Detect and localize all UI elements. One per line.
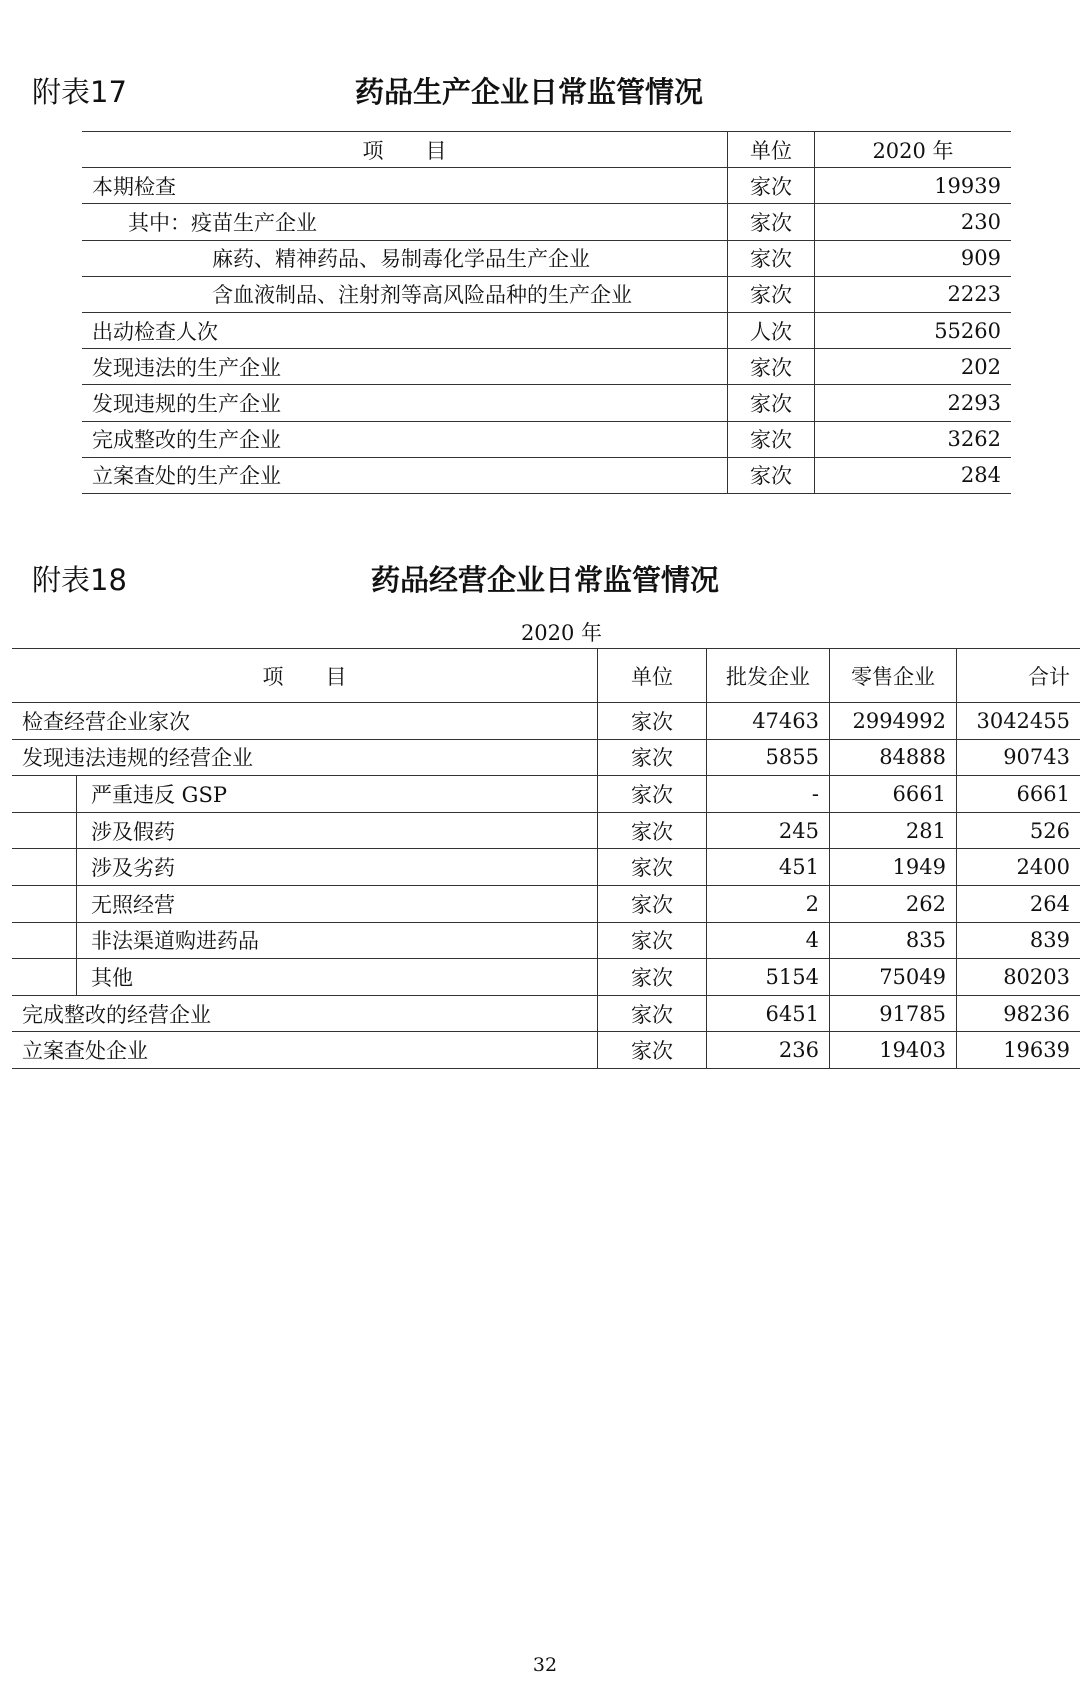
table18-header-retail: 零售企业 bbox=[830, 649, 957, 703]
indent-spacer bbox=[12, 776, 77, 813]
table17-title: 药品生产企业日常监管情况 bbox=[355, 75, 704, 109]
row-wholesale: 2 bbox=[707, 885, 830, 922]
row-total: 3042455 bbox=[957, 703, 1080, 740]
row-unit: 家次 bbox=[631, 929, 673, 954]
row-value: 55260 bbox=[815, 312, 1012, 348]
row-item: 本期检查 bbox=[92, 174, 176, 199]
table-row bbox=[12, 1032, 1080, 1069]
row-wholesale: - bbox=[707, 776, 830, 813]
row-unit: 家次 bbox=[631, 819, 673, 844]
row-retail: 2994992 bbox=[830, 703, 957, 740]
row-unit: 家次 bbox=[728, 276, 815, 312]
row-retail: 91785 bbox=[830, 995, 957, 1032]
row-retail: 1949 bbox=[830, 849, 957, 886]
indent-spacer bbox=[12, 922, 77, 959]
row-retail: 19403 bbox=[830, 1032, 957, 1069]
row-item: 无照经营 bbox=[77, 885, 598, 922]
row-retail: 6661 bbox=[830, 776, 957, 813]
row-retail: 281 bbox=[830, 812, 957, 849]
row-total: 98236 bbox=[957, 995, 1080, 1032]
row-item: 严重违反 GSP bbox=[77, 776, 598, 813]
table17-header-item: 项 目 bbox=[362, 138, 447, 163]
row-item: 立案查处企业 bbox=[12, 1032, 598, 1069]
row-unit: 家次 bbox=[631, 965, 673, 990]
row-item: 麻药、精神药品、易制毒化学品生产企业 bbox=[212, 247, 590, 272]
table17 bbox=[82, 131, 1011, 494]
table-row bbox=[82, 349, 1011, 385]
row-unit: 家次 bbox=[728, 240, 815, 276]
row-wholesale: 451 bbox=[707, 849, 830, 886]
row-value: 19939 bbox=[815, 168, 1012, 204]
row-wholesale: 6451 bbox=[707, 995, 830, 1032]
table18-year: 2020 年 bbox=[520, 621, 603, 645]
row-unit: 家次 bbox=[631, 746, 673, 771]
table18-header-wholesale: 批发企业 bbox=[707, 649, 830, 703]
table18-header-total: 合计 bbox=[957, 649, 1080, 703]
row-item: 完成整改的生产企业 bbox=[92, 428, 281, 453]
table18-header-item: 项 目 bbox=[12, 649, 598, 703]
row-total: 264 bbox=[957, 885, 1080, 922]
table-row bbox=[82, 276, 1011, 312]
row-value: 284 bbox=[815, 457, 1012, 493]
table18-header-unit: 单位 bbox=[631, 664, 673, 689]
row-wholesale: 5855 bbox=[707, 739, 830, 776]
table18-header-row bbox=[12, 649, 1080, 703]
row-unit: 家次 bbox=[631, 856, 673, 881]
table17-label: 附表17 bbox=[32, 75, 127, 109]
row-unit: 家次 bbox=[728, 204, 815, 240]
row-item: 发现违规的生产企业 bbox=[92, 391, 281, 416]
row-unit: 家次 bbox=[631, 709, 673, 734]
table-row bbox=[82, 312, 1011, 348]
row-unit: 家次 bbox=[631, 892, 673, 917]
table-row bbox=[12, 812, 1080, 849]
table-row bbox=[82, 421, 1011, 457]
row-total: 90743 bbox=[957, 739, 1080, 776]
page-number: 32 bbox=[532, 1654, 558, 1676]
row-retail: 835 bbox=[830, 922, 957, 959]
table17-header-unit: 单位 bbox=[728, 132, 815, 168]
row-unit: 家次 bbox=[728, 385, 815, 421]
table-row bbox=[12, 849, 1080, 886]
row-item: 涉及劣药 bbox=[77, 849, 598, 886]
row-total: 19639 bbox=[957, 1032, 1080, 1069]
row-item: 涉及假药 bbox=[77, 812, 598, 849]
row-total: 6661 bbox=[957, 776, 1080, 813]
table17-header-year: 2020 年 bbox=[815, 132, 1012, 168]
row-value: 2223 bbox=[815, 276, 1012, 312]
row-unit: 家次 bbox=[728, 421, 815, 457]
row-retail: 75049 bbox=[830, 959, 957, 996]
table18 bbox=[12, 648, 1080, 1069]
row-total: 2400 bbox=[957, 849, 1080, 886]
row-value: 3262 bbox=[815, 421, 1012, 457]
row-item: 非法渠道购进药品 bbox=[77, 922, 598, 959]
row-wholesale: 4 bbox=[707, 922, 830, 959]
table-row bbox=[82, 385, 1011, 421]
row-item: 发现违法违规的经营企业 bbox=[12, 739, 598, 776]
row-value: 2293 bbox=[815, 385, 1012, 421]
row-total: 839 bbox=[957, 922, 1080, 959]
row-wholesale: 236 bbox=[707, 1032, 830, 1069]
row-total: 80203 bbox=[957, 959, 1080, 996]
row-value: 230 bbox=[815, 204, 1012, 240]
row-retail: 262 bbox=[830, 885, 957, 922]
row-unit: 家次 bbox=[631, 782, 673, 807]
row-unit: 家次 bbox=[631, 1039, 673, 1064]
row-unit: 家次 bbox=[728, 457, 815, 493]
row-item: 出动检查人次 bbox=[92, 319, 218, 344]
table18-label: 附表18 bbox=[32, 563, 127, 597]
indent-spacer bbox=[12, 812, 77, 849]
table-row bbox=[12, 703, 1080, 740]
table-row bbox=[12, 959, 1080, 996]
row-wholesale: 47463 bbox=[707, 703, 830, 740]
row-item: 含血液制品、注射剂等高风险品种的生产企业 bbox=[212, 283, 632, 308]
table18-title: 药品经营企业日常监管情况 bbox=[371, 563, 720, 597]
table-row bbox=[82, 168, 1011, 204]
row-value: 909 bbox=[815, 240, 1012, 276]
row-item: 完成整改的经营企业 bbox=[12, 995, 598, 1032]
row-item: 其他 bbox=[77, 959, 598, 996]
table-row bbox=[12, 739, 1080, 776]
table-row bbox=[82, 240, 1011, 276]
table-row bbox=[82, 457, 1011, 493]
row-item: 其中：疫苗生产企业 bbox=[128, 210, 317, 235]
row-wholesale: 5154 bbox=[707, 959, 830, 996]
table17-header-row bbox=[82, 132, 1011, 168]
row-item: 发现违法的生产企业 bbox=[92, 355, 281, 380]
indent-spacer bbox=[12, 959, 77, 996]
row-unit: 家次 bbox=[631, 1002, 673, 1027]
indent-spacer bbox=[12, 849, 77, 886]
indent-spacer bbox=[12, 885, 77, 922]
row-wholesale: 245 bbox=[707, 812, 830, 849]
row-unit: 家次 bbox=[728, 349, 815, 385]
row-item: 检查经营企业家次 bbox=[12, 703, 598, 740]
table-row bbox=[12, 885, 1080, 922]
row-retail: 84888 bbox=[830, 739, 957, 776]
row-total: 526 bbox=[957, 812, 1080, 849]
table-row bbox=[12, 922, 1080, 959]
row-item: 立案查处的生产企业 bbox=[92, 464, 281, 489]
row-value: 202 bbox=[815, 349, 1012, 385]
table-row bbox=[12, 995, 1080, 1032]
table-row bbox=[12, 776, 1080, 813]
row-unit: 人次 bbox=[728, 312, 815, 348]
table-row bbox=[82, 204, 1011, 240]
row-unit: 家次 bbox=[728, 168, 815, 204]
